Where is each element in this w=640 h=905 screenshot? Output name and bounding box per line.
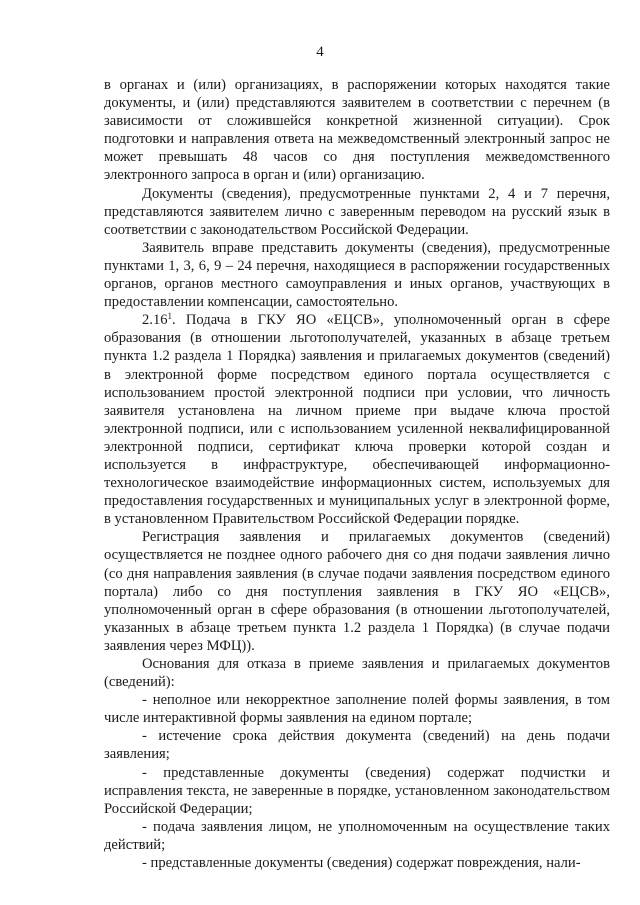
list-item-unauthorized-person: - подача заявления лицом, не уполномоченным на осуществление таких действий; [104,818,610,853]
paragraph-registration: Регистрация заявления и прилагаемых документов (сведений) осуществляется не позднее одного рабочего дня со дня подачи заявления лично (со дня направления заявления (в случае подачи заявления посредством единого портала) либо со дня поступления заявления в ГКУ ЯО «ЕЦСВ», уполномоченный орган в сфере образования (в отношении льготополучателей, указанных в абзаце третьем пункта 1.2 раздела 1 Порядка) (в случае подачи заявления через МФЦ)). [104,529,610,654]
document-body [104,76,610,872]
paragraph-translated-documents: Документы (сведения), предусмотренные пунктами 2, 4 и 7 перечня, представляются заявителем лично с заверенным переводом на русский язык в соответствии с законодательством Российской Федерации. [104,185,610,238]
paragraph-clause-2-16-1 [104,311,610,528]
paragraph-continuation: в органах и (или) организациях, в распоряжении которых находятся такие документы, и (или) представляются заявителем в соответствии с перечнем (в зависимости от сложившейся конкретной жизненной ситуации). Срок подготовки и направления ответа на межведомственный электронный запрос не может превышать 48 часов со дня поступления межведомственного электронного запроса в орган и (или) организацию. [104,77,610,184]
list-item-expired-document: - истечение срока действия документа (сведений) на день подачи заявления; [104,728,610,763]
paragraph-applicant-right: Заявитель вправе представить документы (сведения), предусмотренные пунктами 1, 3, 6, 9 – 24 перечня, находящиеся в распоряжении государственных органов, органов местного самоуправления и иных органов, участвующих в предоставлении компенсации, самостоятельно. [104,239,610,311]
clause-superscript: 1 [167,311,173,322]
list-item-damaged-documents: - представленные документы (сведения) содержат повреждения, нали- [142,855,581,872]
clause-number: 2.16 [142,312,168,329]
list-item-incomplete-form: - неполное или некорректное заполнение полей формы заявления, в том числе интерактивной формы заявления на едином портале; [104,692,610,727]
list-item-erasures: - представленные документы (сведения) содержат подчистки и исправления текста, не заверенные в порядке, установленном законодательством Российской Федерации; [104,764,610,817]
page-number: 4 [316,44,324,60]
paragraph-refusal-grounds: Основания для отказа в приеме заявления и прилагаемых документов (сведений): [104,656,610,691]
clause-text: . Подача в ГКУ ЯО «ЕЦСВ», уполномоченный орган в сфере образования (в отношении льготополучателей, указанных в абзаце третьем пункта 1.2 раздела 1 Порядка) заявления и прилагаемых документов (сведений) в электронной форме посредством единого портала осуществляется с использованием простой электронной подписи при условии, что личность заявителя установлена на личном приеме при выдаче ключа простой электронной подписи, или с использованием усиленной неквалифицированной электронной подписи, сертификат ключа проверки которой создан и используется в инфраструктуре, обеспечивающей информационно-технологическое взаимодействие информационных систем, используемых для предоставления государственных и муниципальных услуг в электронной форме, в установленном Правительством Российской Федерации порядке. [104,312,610,528]
